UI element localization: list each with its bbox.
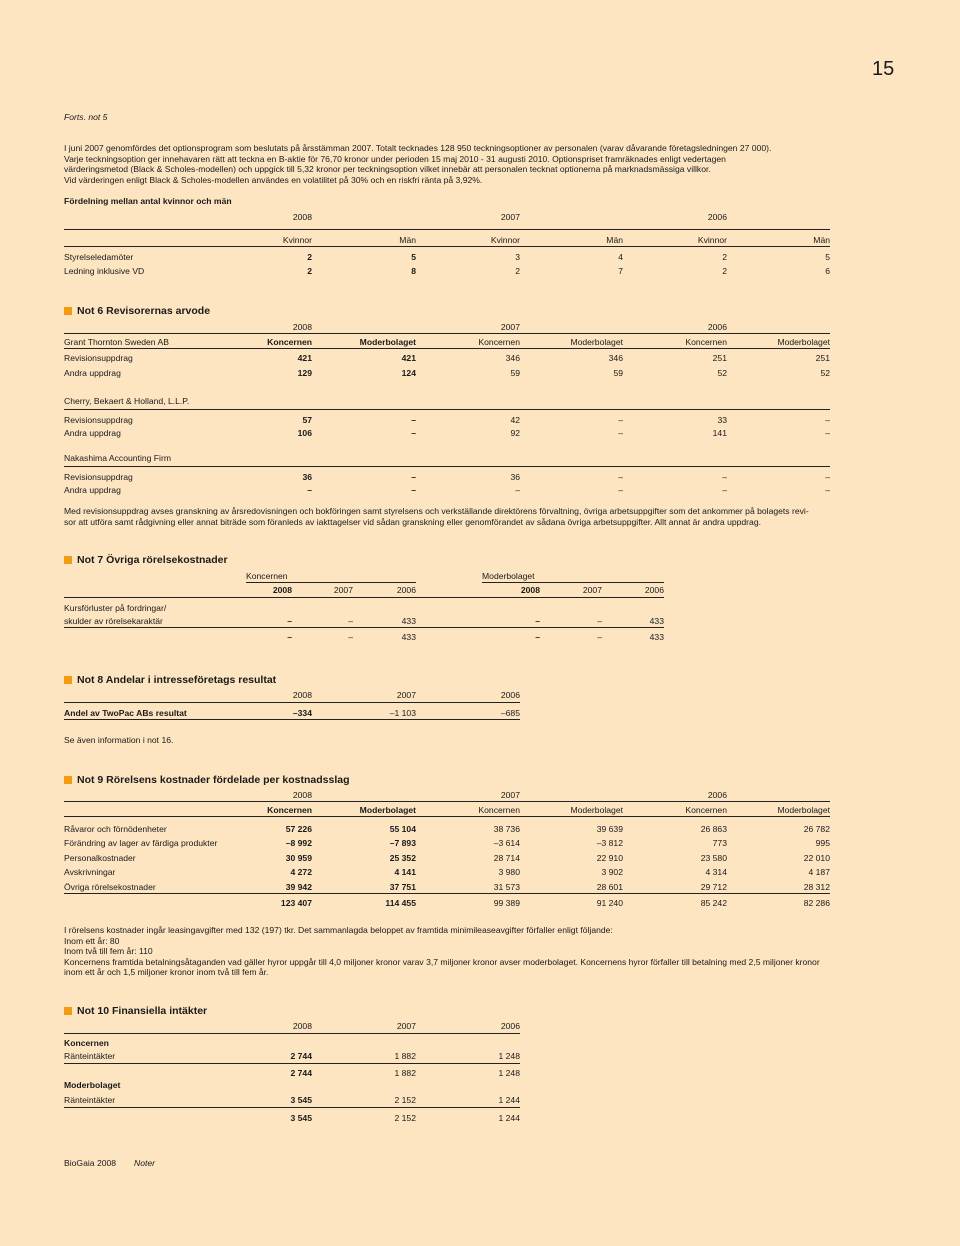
note7-title: Not 7 Övriga rörelsekostnader — [77, 554, 228, 566]
group-label: Koncernen — [64, 1038, 109, 1048]
cell: 28 312 — [803, 882, 830, 892]
cell: 4 314 — [705, 867, 727, 877]
column-header: Moderbolaget — [777, 337, 830, 347]
intro-line: Vid värderingen enligt Black & Scholes-modellen användes en volatilitet på 30% och en riskfri ränta på 3,92%. — [64, 174, 483, 185]
section-marker-icon — [64, 776, 72, 784]
divider — [482, 582, 664, 583]
cell: 4 — [618, 252, 623, 262]
cell: 39 942 — [285, 882, 312, 892]
cell: 52 — [717, 368, 727, 378]
cell: 433 — [401, 616, 416, 626]
cell: 37 751 — [389, 882, 416, 892]
cell: 92 — [510, 428, 520, 438]
cell: 26 782 — [803, 824, 830, 834]
intro-line: I juni 2007 genomfördes det optionsprogram som beslutats på årsstämman 2007. Totalt tecknades 128 950 teckningsoptioner av personalen (varav dåvarande företagsledningen 27 000). — [64, 143, 772, 153]
column-header: Män — [606, 235, 623, 245]
cell: – — [722, 472, 727, 482]
footer-section: Noter — [134, 1158, 156, 1168]
cell: 33 — [717, 415, 727, 425]
column-header: Moderbolaget — [570, 337, 623, 347]
cell: 23 580 — [700, 853, 727, 863]
cell: 59 — [613, 368, 623, 378]
row-label: Andra uppdrag — [64, 485, 121, 495]
cell: 42 — [510, 415, 520, 425]
note9-text-line: inom ett år och 1,5 miljoner kronor inom två till fem år. — [64, 967, 269, 977]
cell: 57 — [302, 415, 312, 425]
divider — [64, 466, 830, 467]
cell: – — [825, 485, 830, 495]
row-label: Avskrivningar — [64, 867, 116, 877]
cell: 26 863 — [700, 824, 727, 834]
cell: 4 272 — [290, 867, 312, 877]
year-header: 2007 — [500, 212, 520, 222]
year-header: 2008 — [292, 790, 312, 800]
cell: 141 — [712, 428, 727, 438]
total-cell: – — [597, 632, 602, 642]
column-header: Moderbolaget — [359, 805, 416, 815]
year-header: 2007 — [333, 585, 353, 595]
total-cell: 433 — [401, 632, 416, 642]
cell: 6 — [825, 266, 830, 276]
divider — [64, 229, 830, 230]
year-header: 2006 — [644, 585, 664, 595]
divider — [64, 246, 830, 247]
cell: – — [618, 485, 623, 495]
cell: –334 — [292, 708, 312, 718]
row-label: Kursförluster på fordringar/ — [64, 603, 167, 613]
row-label: Andra uppdrag — [64, 368, 121, 378]
row-label: Revisionsuppdrag — [64, 353, 133, 363]
column-header: Koncernen — [685, 805, 727, 815]
cell: – — [825, 428, 830, 438]
cell: –8 992 — [285, 838, 312, 848]
gender-table-title: Fördelning mellan antal kvinnor och män — [64, 196, 232, 206]
cell: 36 — [510, 472, 520, 482]
total-cell: – — [348, 632, 353, 642]
cell: 1 248 — [498, 1051, 520, 1061]
cell: 39 639 — [596, 824, 623, 834]
cell: 124 — [401, 368, 416, 378]
column-header: Moderbolaget — [570, 805, 623, 815]
cell: 2 — [307, 266, 312, 276]
divider — [64, 1033, 520, 1034]
cell: 2 — [307, 252, 312, 262]
group-label: Moderbolaget — [64, 1080, 121, 1090]
section-marker-icon — [64, 556, 72, 564]
row-label: Revisionsuppdrag — [64, 472, 133, 482]
cell: –1 103 — [389, 708, 416, 718]
cell: 8 — [411, 266, 416, 276]
divider — [64, 409, 830, 410]
note6-text-line: sor att utföra samt rådgivning eller annat biträde som föranleds av iakttagelser vid sådan granskning eller genomförandet av sådana övriga arbetsuppgifter. Allt annat är andra uppdrag. — [64, 516, 761, 527]
cell: 5 — [411, 252, 416, 262]
row-label: Ränteintäkter — [64, 1051, 116, 1061]
cell: – — [618, 472, 623, 482]
row-label: Andra uppdrag — [64, 428, 121, 438]
cell: 2 — [722, 266, 727, 276]
cell: – — [825, 415, 830, 425]
column-header: Kvinnor — [490, 235, 520, 245]
group-header: Koncernen — [246, 571, 288, 581]
total-cell: 99 389 — [493, 898, 520, 908]
cell: 2 744 — [290, 1051, 312, 1061]
note8-title: Not 8 Andelar i intresseföretags resultat — [77, 674, 277, 686]
column-header: Män — [813, 235, 830, 245]
cell: 31 573 — [493, 882, 520, 892]
year-header: 2007 — [500, 790, 520, 800]
column-header: Kvinnor — [697, 235, 727, 245]
divider — [64, 801, 830, 802]
divider — [64, 348, 830, 349]
row-label: Ränteintäkter — [64, 1095, 116, 1105]
total-cell: 3 545 — [290, 1113, 312, 1123]
note6-title: Not 6 Revisorernas arvode — [77, 305, 211, 317]
year-header: 2006 — [500, 1021, 520, 1031]
cell: –3 614 — [493, 838, 520, 848]
note10-title: Not 10 Finansiella intäkter — [77, 1005, 208, 1017]
firm-name: Grant Thornton Sweden AB — [64, 337, 169, 347]
firm-name: Cherry, Bekaert & Holland, L.L.P. — [64, 396, 190, 406]
total-cell: 1 882 — [394, 1068, 416, 1078]
cell: –3 812 — [596, 838, 623, 848]
cell: 59 — [510, 368, 520, 378]
year-header: 2008 — [292, 1021, 312, 1031]
column-header: Koncernen — [267, 805, 312, 815]
cell: –7 893 — [389, 838, 416, 848]
total-cell: 2 744 — [290, 1068, 312, 1078]
cell: 3 — [515, 252, 520, 262]
year-header: 2006 — [500, 690, 520, 700]
divider — [64, 702, 520, 703]
column-header: Koncernen — [267, 337, 312, 347]
total-cell: 123 407 — [280, 898, 312, 908]
cell: 995 — [815, 838, 830, 848]
cell: 52 — [820, 368, 830, 378]
page-number: 15 — [872, 58, 895, 80]
total-cell: 114 455 — [385, 898, 416, 908]
column-header: Kvinnor — [282, 235, 312, 245]
cell: – — [411, 485, 416, 495]
section-marker-icon — [64, 307, 72, 315]
firm-name: Nakashima Accounting Firm — [64, 453, 171, 463]
divider — [64, 1107, 520, 1108]
total-cell: 91 240 — [596, 898, 623, 908]
divider — [64, 333, 830, 334]
column-header: Män — [399, 235, 416, 245]
cell: 28 601 — [596, 882, 623, 892]
cell: 29 712 — [700, 882, 727, 892]
year-header: 2006 — [396, 585, 416, 595]
divider — [64, 597, 664, 598]
cell: 2 — [722, 252, 727, 262]
note9-text-line: Inom ett år: 80 — [64, 935, 120, 946]
year-header: 2008 — [292, 690, 312, 700]
note9-text-line: Inom två till fem år: 110 — [64, 946, 153, 956]
divider — [64, 719, 520, 720]
column-header: Koncernen — [478, 805, 520, 815]
cell: 3 902 — [601, 867, 623, 877]
group-header: Moderbolaget — [482, 571, 535, 581]
year-header: 2007 — [396, 1021, 416, 1031]
section-marker-icon — [64, 1007, 72, 1015]
note9-title: Not 9 Rörelsens kostnader fördelade per kostnadsslag — [77, 774, 350, 786]
total-cell: 82 286 — [803, 898, 830, 908]
year-header: 2008 — [520, 585, 540, 595]
cell: 55 104 — [389, 824, 416, 834]
note6-text-line: Med revisionsuppdrag avses granskning av årsredovisningen och bokföringen samt styrelsens och verkställande direktörens förvaltning, övriga arbetsuppgifter som det ankommer på bolagets revi- — [64, 506, 809, 516]
divider — [64, 1063, 520, 1064]
cell: – — [535, 616, 540, 626]
note9-text — [64, 925, 834, 978]
cell: 1 882 — [394, 1051, 416, 1061]
cell: – — [411, 415, 416, 425]
cell: 7 — [618, 266, 623, 276]
year-header: 2006 — [707, 790, 727, 800]
intro-line: Varje teckningsoption ger innehavaren rätt att teckna en B-aktie för 76,70 kronor under perioden 15 maj 2010 - 31 augusti 2010. Optionspriset framräknades enligt vedertagen — [64, 153, 726, 164]
cell: 4 187 — [808, 867, 830, 877]
cell: 30 959 — [285, 853, 312, 863]
cell: 36 — [302, 472, 312, 482]
divider — [64, 816, 830, 817]
divider — [246, 582, 416, 583]
cell: 2 — [515, 266, 520, 276]
row-label: Styrelseledamöter — [64, 252, 134, 262]
intro-text — [64, 143, 834, 185]
total-cell: 1 244 — [498, 1113, 520, 1123]
cell: – — [515, 485, 520, 495]
year-header: 2007 — [500, 322, 520, 332]
total-cell: – — [287, 632, 292, 642]
cell: 3 980 — [498, 867, 520, 877]
note8-see-also: Se även information i not 16. — [64, 735, 174, 745]
year-header: 2006 — [707, 322, 727, 332]
cell: – — [307, 485, 312, 495]
cell: 22 010 — [803, 853, 830, 863]
cell: 129 — [297, 368, 312, 378]
note6-text — [64, 506, 834, 527]
cell: – — [618, 415, 623, 425]
column-header: Koncernen — [685, 337, 727, 347]
cell: 421 — [297, 353, 312, 363]
year-header: 2007 — [582, 585, 602, 595]
cell: 57 226 — [285, 824, 312, 834]
note9-text-line: I rörelsens kostnader ingår leasingavgifter med 132 (197) tkr. Det sammanlagda beloppet av framtida minimileaseavgifter förfaller enligt följande: — [64, 925, 613, 935]
row-label: Andel av TwoPac ABs resultat — [64, 708, 187, 718]
row-label: Övriga rörelsekostnader — [64, 882, 156, 892]
cell: –685 — [500, 708, 520, 718]
note9-text-line: Koncernens framtida betalningsåtaganden vad gäller hyror uppgår till 4,0 miljoner kronor varav 3,7 miljoner kronor avser moderbolaget. Koncernens hyror förfaller till betalning med 2,5 miljoner kronor — [64, 956, 820, 967]
cell: – — [618, 428, 623, 438]
cell: 251 — [815, 353, 830, 363]
year-header: 2006 — [707, 212, 727, 222]
cell: – — [597, 616, 602, 626]
cell: 433 — [649, 616, 664, 626]
total-cell: – — [535, 632, 540, 642]
row-label: Förändring av lager av färdiga produkter — [64, 838, 218, 848]
divider — [64, 893, 830, 894]
cell: 22 910 — [596, 853, 623, 863]
row-label: Råvaror och förnödenheter — [64, 824, 167, 834]
cell: – — [825, 472, 830, 482]
row-label: Ledning inklusive VD — [64, 266, 145, 276]
total-cell: 85 242 — [700, 898, 727, 908]
continued-label: Forts. not 5 — [64, 112, 108, 122]
intro-line: värderingsmetod (Black & Scholes-modellen) och uppgick till 5,32 kronor per teckningsoption vilket innebär att personalen tecknat optionerna på marknadsmässiga villkor. — [64, 164, 711, 174]
cell: 106 — [297, 428, 312, 438]
cell: 3 545 — [290, 1095, 312, 1105]
row-label: Revisionsuppdrag — [64, 415, 133, 425]
row-label: Personalkostnader — [64, 853, 136, 863]
year-header: 2007 — [396, 690, 416, 700]
year-header: 2008 — [292, 322, 312, 332]
cell: – — [411, 428, 416, 438]
cell: 1 244 — [498, 1095, 520, 1105]
column-header: Moderbolaget — [359, 337, 416, 347]
cell: 2 152 — [394, 1095, 416, 1105]
cell: – — [722, 485, 727, 495]
cell: 251 — [712, 353, 727, 363]
section-marker-icon — [64, 676, 72, 684]
cell: – — [348, 616, 353, 626]
total-cell: 2 152 — [394, 1113, 416, 1123]
cell: 38 736 — [493, 824, 520, 834]
cell: 773 — [712, 838, 727, 848]
total-cell: 1 248 — [498, 1068, 520, 1078]
cell: – — [411, 472, 416, 482]
cell: 346 — [608, 353, 623, 363]
cell: 4 141 — [394, 867, 416, 877]
divider — [64, 627, 664, 628]
row-label: skulder av rörelsekaraktär — [64, 616, 163, 626]
year-header: 2008 — [272, 585, 292, 595]
cell: 25 352 — [389, 853, 416, 863]
cell: – — [287, 616, 292, 626]
footer-company: BioGaia 2008 — [64, 1158, 117, 1168]
cell: 421 — [401, 353, 416, 363]
cell: 5 — [825, 252, 830, 262]
cell: 346 — [505, 353, 520, 363]
total-cell: 433 — [649, 632, 664, 642]
year-header: 2008 — [292, 212, 312, 222]
column-header: Koncernen — [478, 337, 520, 347]
column-header: Moderbolaget — [777, 805, 830, 815]
cell: 28 714 — [493, 853, 520, 863]
